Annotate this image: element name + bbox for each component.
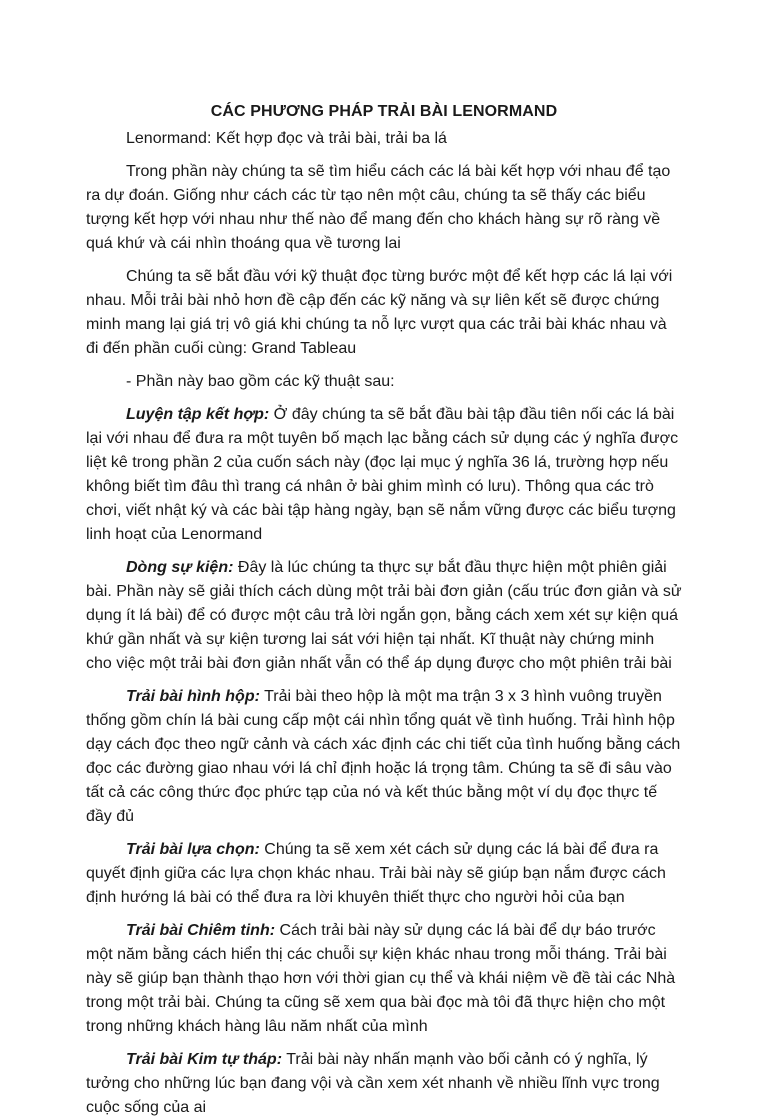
technique-text: Trải bài theo hộp là một ma trận 3 x 3 hình vuông truyền thống gồm chín lá bài cung cấp một cái nhìn tổng quát về tình huống. Trải hình hộp dạy cách đọc theo ngữ cảnh và cách xác định các chi tiết của tình huống bằng cách đọc các đường giao nhau với lá chỉ định hoặc lá trọng tâm. Chúng ta sẽ đi sâu vào tất cả các công thức đọc phức tạp của nó và kết thúc bằng một ví dụ đọc thực tế đầy đủ bbox=[86, 688, 681, 825]
technique-text: Cách trải bài này sử dụng các lá bài để dự báo trước một năm bằng cách hiển thị các chuỗi sự kiện khác nhau trong mỗi tháng. Trải bài này sẽ giúp bạn thành thạo hơn với thời gian cụ thể và khái niệm về đề tài các Nhà trong một trải bài. Chúng ta cũng sẽ xem qua bài đọc mà tôi đã thực hiện cho một trong những khách hàng lâu năm nhất của mình bbox=[86, 922, 676, 1035]
technique-title: Trải bài Kim tự tháp: bbox=[126, 1051, 283, 1068]
technique-title: Luyện tập kết hợp: bbox=[126, 406, 270, 423]
technique-text: Chúng ta sẽ xem xét cách sử dụng các lá bài để đưa ra quyết định giữa các lựa chọn khác nhau. Trải bài này sẽ giúp bạn nắm được cách định hướng lá bài có thể đưa ra lời khuyên thiết thực cho người hỏi của bạn bbox=[86, 841, 666, 906]
technique-text: Trải bài này nhấn mạnh vào bối cảnh có ý nghĩa, lý tưởng cho những lúc bạn đang vội và cần xem xét nhanh về nhiều lĩnh vực trong cuộc sống của ai bbox=[86, 1051, 660, 1116]
technique-title: Trải bài Chiêm tinh: bbox=[126, 922, 276, 939]
technique-text: Đây là lúc chúng ta thực sự bắt đầu thực hiện một phiên giải bài. Phần này sẽ giải thích cách dùng một trải bài đơn giản (cấu trúc đơn giản và sử dụng ít lá bài) để có được một câu trả lời ngắn gọn, bằng cách xem xét sự kiện quá khứ gần nhất và sự kiện tương lai sát với hiện tại nhất. Kĩ thuật này chứng minh cho việc một trải bài đơn giản nhất vẫn có thể áp dụng được cho một phiên trải bài bbox=[86, 559, 682, 672]
intro-paragraph-2: Chúng ta sẽ bắt đầu với kỹ thuật đọc từng bước một để kết hợp các lá lại với nhau. Mỗi trải bài nhỏ hơn đề cập đến các kỹ năng và sự liên kết sẽ được chứng minh mang lại giá trị vô giá khi chúng ta nỗ lực vượt qua các trải bài khác nhau và đi đến phần cuối cùng: Grand Tableau bbox=[86, 268, 673, 357]
technique-title: Trải bài lựa chọn: bbox=[126, 841, 260, 858]
technique-paragraph-pyramid-spread bbox=[86, 1048, 682, 1120]
technique-paragraph-choice-spread bbox=[86, 838, 682, 910]
technique-paragraph-box-spread bbox=[86, 685, 682, 829]
technique-paragraph-astrology-spread bbox=[86, 919, 682, 1039]
technique-text: Ở đây chúng ta sẽ bắt đầu bài tập đầu tiên nối các lá bài lại với nhau để đưa ra một tuyên bố mạch lạc bằng cách sử dụng các ý nghĩa được liệt kê trong phần 2 của cuốn sách này (đọc lại mục ý nghĩa 36 lá, trường hợp nếu không biết tìm đâu thì trang cá nhân ở bài ghim mình có lưu). Thông qua các trò chơi, viết nhật ký và các bài tập hàng ngày, bạn sẽ nắm vững được các biểu tượng linh hoạt của Lenormand bbox=[86, 406, 679, 543]
document-title: CÁC PHƯƠNG PHÁP TRẢI BÀI LENORMAND bbox=[210, 103, 558, 120]
technique-title: Trải bài hình hộp: bbox=[126, 688, 260, 705]
technique-paragraph-event-line bbox=[86, 556, 682, 676]
technique-title: Dòng sự kiện: bbox=[126, 559, 234, 576]
technique-paragraph-combination-practice bbox=[86, 403, 682, 547]
intro-paragraph-1: Trong phần này chúng ta sẽ tìm hiểu cách các lá bài kết hợp với nhau để tạo ra dự đoán. Giống như cách các từ tạo nên một câu, chúng ta sẽ thấy các biểu tượng kết hợp với nhau như thế nào để mang đến cho khách hàng sự rõ ràng về quá khứ và cái nhìn thoáng qua về tương lai bbox=[86, 163, 671, 252]
document-subtitle: Lenormand: Kết hợp đọc và trải bài, trải ba lá bbox=[126, 130, 447, 147]
section-intro-line: - Phần này bao gồm các kỹ thuật sau: bbox=[126, 373, 395, 390]
